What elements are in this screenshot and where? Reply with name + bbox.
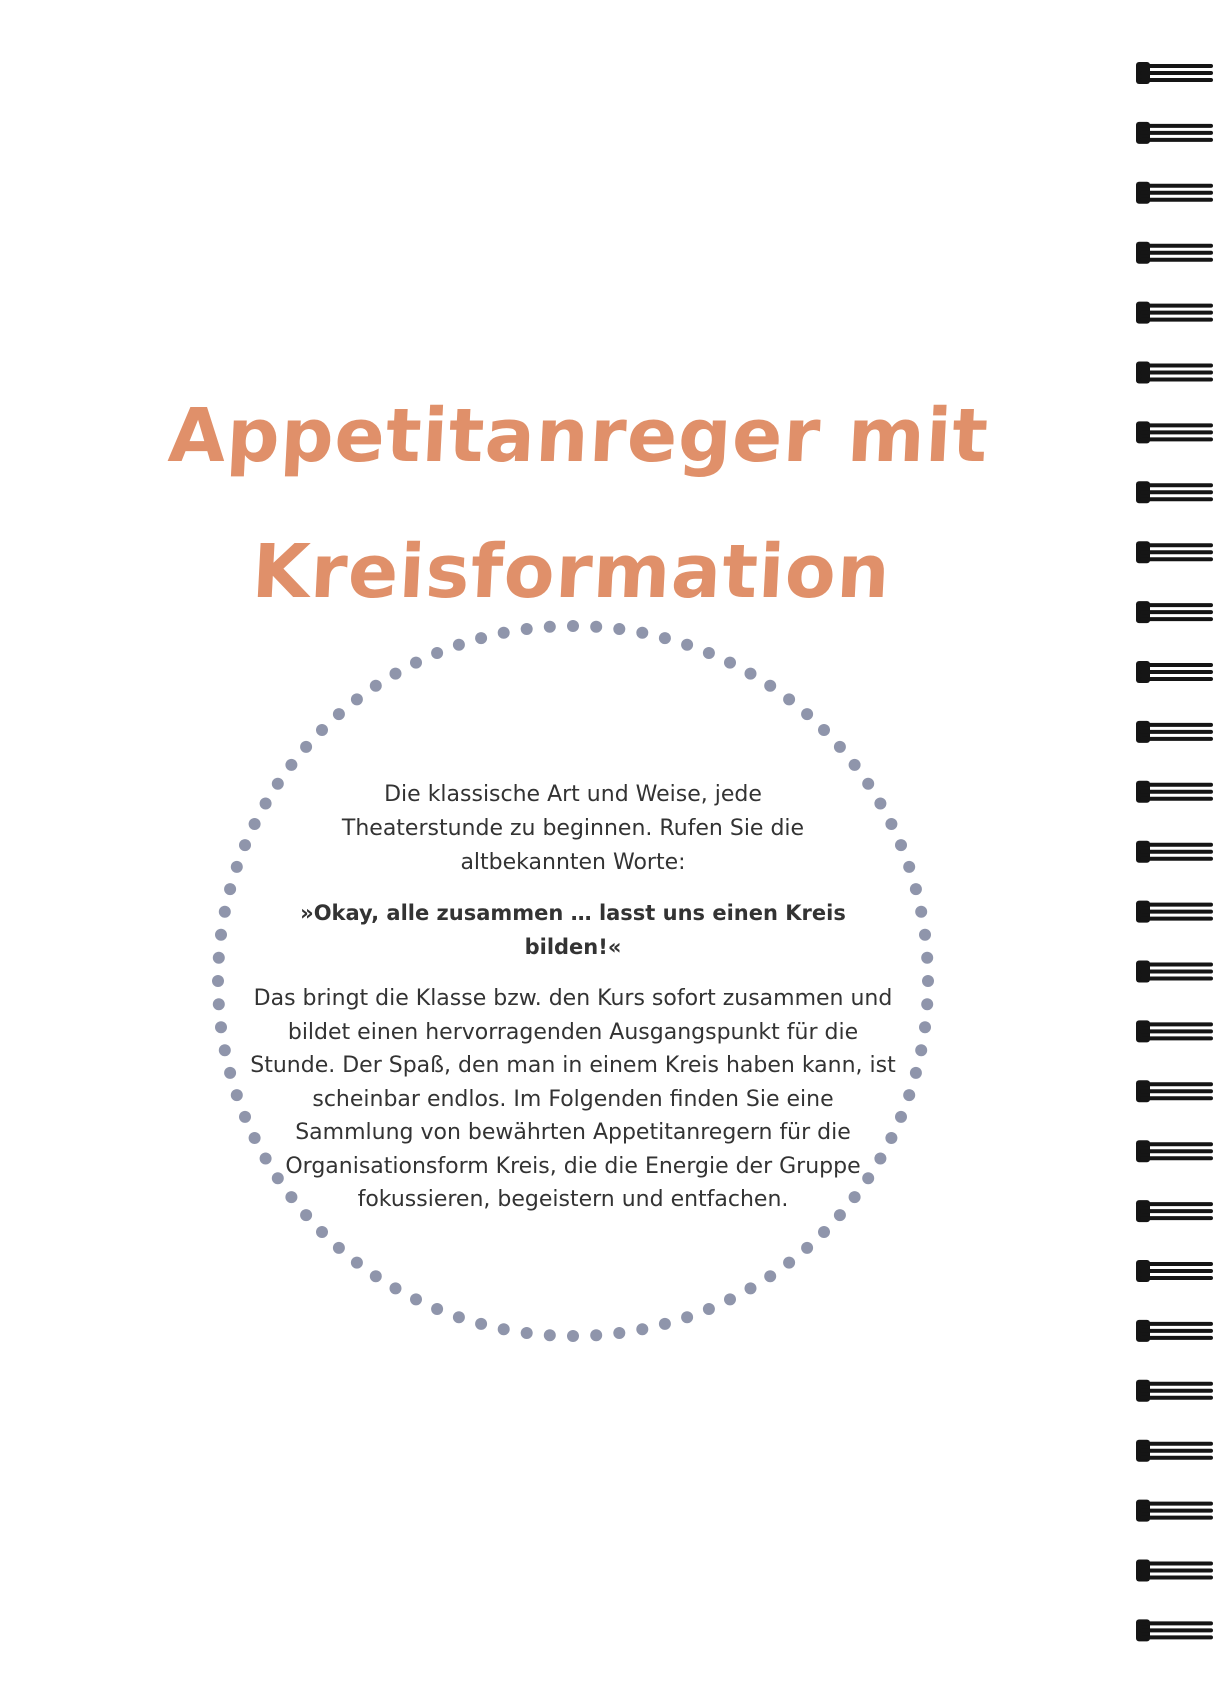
circle-dot [801, 708, 813, 720]
circle-dot [285, 759, 297, 771]
spiral-binding [1130, 0, 1213, 1701]
circle-dot [333, 708, 345, 720]
circle-dot [215, 929, 227, 941]
circle-dot [919, 1021, 931, 1033]
circle-dot [903, 1089, 915, 1101]
circle-dot [498, 1323, 510, 1335]
circle-dot [745, 668, 757, 680]
circle-dot [224, 883, 236, 895]
spiral-ring [1136, 1500, 1213, 1522]
quote-line: »Okay, alle zusammen … lasst uns einen Kreis bilden!« [300, 901, 846, 959]
circle-dot [910, 1067, 922, 1079]
circle-dot [613, 1327, 625, 1339]
spiral-ring [1136, 1020, 1213, 1042]
circle-dot [567, 1330, 579, 1342]
spiral-ring [1136, 961, 1213, 983]
circle-dot [521, 623, 533, 635]
circle-dot [521, 1327, 533, 1339]
circle-dot [783, 1257, 795, 1269]
circle-dot [453, 1311, 465, 1323]
circle-dot [659, 1318, 671, 1330]
circle-dot [370, 680, 382, 692]
circle-dot [919, 929, 931, 941]
spiral-ring [1136, 302, 1213, 324]
circle-dot [498, 627, 510, 639]
circle-dot [431, 647, 443, 659]
circle-dot [703, 1303, 715, 1315]
circle-dot [390, 668, 402, 680]
circle-dot [231, 861, 243, 873]
spiral-ring [1136, 781, 1213, 803]
circle-dot [590, 1329, 602, 1341]
spiral-ring [1136, 601, 1213, 623]
circle-dot [849, 759, 861, 771]
circle-dot [636, 627, 648, 639]
spiral-ring [1136, 1619, 1213, 1641]
circle-dot [613, 623, 625, 635]
circle-dot [351, 693, 363, 705]
circle-dot [910, 883, 922, 895]
circle-dot [834, 741, 846, 753]
intro-box [250, 778, 896, 1217]
title-line-1: Appetitanreger mit [166, 392, 991, 479]
intro-paragraph: Die klassische Art und Weise, jede Theaterstunde zu beginnen. Rufen Sie die altbekannten Worte: [341, 782, 805, 875]
spiral-ring [1136, 661, 1213, 683]
circle-dot [219, 906, 231, 918]
circle-dot [783, 693, 795, 705]
circle-dot [921, 998, 933, 1010]
circle-dot [213, 998, 225, 1010]
circle-dot [724, 657, 736, 669]
spiral-ring [1136, 122, 1213, 144]
circle-dot [333, 1242, 345, 1254]
circle-dot [764, 680, 776, 692]
spiral-ring [1136, 1320, 1213, 1342]
circle-dot [915, 906, 927, 918]
circle-dot [895, 839, 907, 851]
circle-dot [231, 1089, 243, 1101]
title-line-2: Kreisformation [250, 528, 893, 615]
circle-dot [590, 621, 602, 633]
circle-dot [915, 1044, 927, 1056]
circle-dot [219, 1044, 231, 1056]
circle-dot [431, 1303, 443, 1315]
circle-dot [212, 975, 224, 987]
circle-dot [703, 647, 715, 659]
circle-dot [215, 1021, 227, 1033]
spiral-ring [1136, 1080, 1213, 1102]
circle-dot [390, 1282, 402, 1294]
spiral-ring [1136, 362, 1213, 384]
circle-dot [681, 639, 693, 651]
circle-dot [544, 621, 556, 633]
spiral-ring [1136, 841, 1213, 863]
spiral-ring [1136, 1380, 1213, 1402]
circle-dot [745, 1282, 757, 1294]
circle-dot [316, 1226, 328, 1238]
spiral-ring [1136, 242, 1213, 264]
circle-dot [922, 975, 934, 987]
circle-dot [724, 1293, 736, 1305]
spiral-ring [1136, 1140, 1213, 1162]
spiral-ring [1136, 1200, 1213, 1222]
spiral-ring [1136, 1560, 1213, 1582]
circle-dot [410, 1293, 422, 1305]
circle-dot [544, 1329, 556, 1341]
circle-dot [636, 1323, 648, 1335]
circle-dot [475, 632, 487, 644]
circle-dot [410, 657, 422, 669]
circle-dot [818, 1226, 830, 1238]
body-paragraph: Das bringt die Klasse bzw. den Kurs sofort zusammen und bildet einen hervorragenden Ausgangspunkt für die Stunde. Der Spaß, den man in einem Kreis haben kann, ist scheinbar endlos. Im Folgenden finden Sie eine Sammlung von bewährten Appetitanregern für die Organisationsform Kreis, die die Energie der Gruppe fokussieren, begeistern und entfachen. [250, 986, 896, 1212]
spiral-ring [1136, 1440, 1213, 1462]
circle-dot [300, 741, 312, 753]
circle-dot [316, 724, 328, 736]
spiral-ring [1136, 421, 1213, 443]
spiral-ring [1136, 62, 1213, 84]
circle-dot [224, 1067, 236, 1079]
spiral-ring [1136, 901, 1213, 923]
circle-dot [801, 1242, 813, 1254]
spiral-ring [1136, 481, 1213, 503]
circle-dot [764, 1270, 776, 1282]
circle-dot [351, 1257, 363, 1269]
circle-dot [921, 952, 933, 964]
spiral-ring [1136, 1260, 1213, 1282]
spiral-ring [1136, 182, 1213, 204]
circle-dot [567, 620, 579, 632]
spiral-ring [1136, 541, 1213, 563]
circle-dot [370, 1270, 382, 1282]
circle-dot [818, 724, 830, 736]
circle-dot [903, 861, 915, 873]
circle-dot [895, 1111, 907, 1123]
circle-dot [475, 1318, 487, 1330]
circle-dot [659, 632, 671, 644]
spiral-ring [1136, 721, 1213, 743]
circle-dot [453, 639, 465, 651]
circle-dot [681, 1311, 693, 1323]
circle-dot [213, 952, 225, 964]
